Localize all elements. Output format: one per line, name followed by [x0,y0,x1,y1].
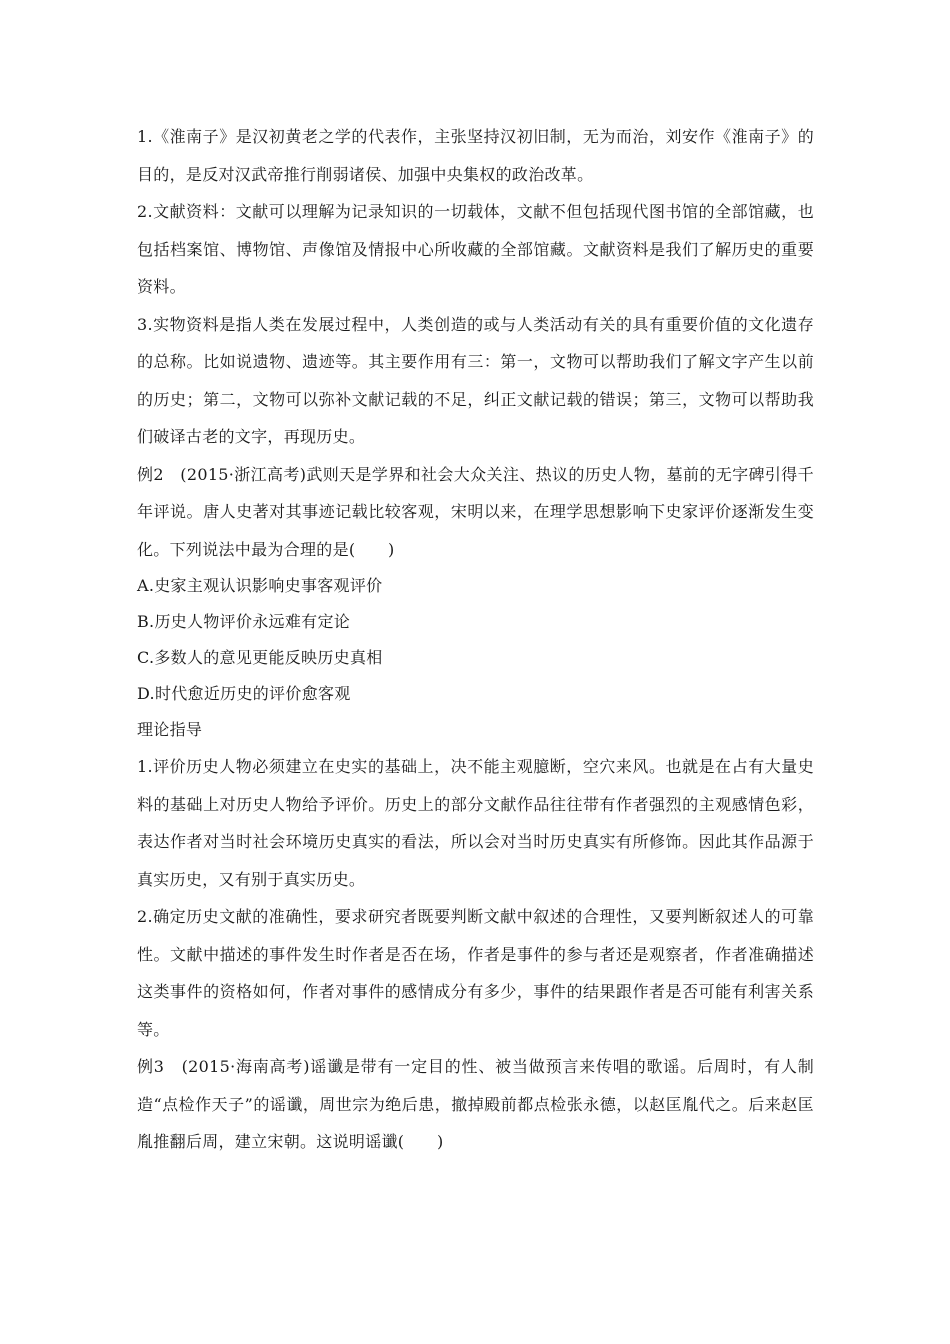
option-c: C.多数人的意见更能反映历史真相 [137,648,383,667]
paragraph-artifacts: 3.实物资料是指人类在发展过程中，人类创造的或与人类活动有关的具有重要价值的文化遗存的总称。比如说遗物、遗迹等。其主要作用有三：第一，文物可以帮助我们了解文字产生以前的历史；第二，文物可以弥补文献记载的不足，纠正文献记载的错误；第三，文物可以帮助我们破译古老的文字，再现历史。 [137,314,814,446]
theory-point-2: 2.确定历史文献的准确性，要求研究者既要判断文献中叙述的合理性，又要判断叙述人的可靠性。文献中描述的事件发生时作者是否在场，作者是事件的参与者还是观察者，作者准确描述这类事件的资格如何，作者对事件的感情成分有多少，事件的结果跟作者是否可能有利害关系等。 [137,907,814,1039]
section-heading-theory: 理论指导 [137,720,203,739]
theory-point-1: 1.评价历史人物必须建立在史实的基础上，决不能主观臆断，空穴来风。也就是在占有大量史料的基础上对历史人物给予评价。历史上的部分文献作品往往带有作者强烈的主观感情色彩，表达作者对当时社会环境历史真实的看法，所以会对当时历史真实有所修饰。因此其作品源于真实历史，又有别于真实历史。 [137,757,814,889]
option-b: B.历史人物评价永远难有定论 [137,612,351,631]
question-example-3: 例3 (2015·海南高考)谣谶是带有一定目的性、被当做预言来传唱的歌谣。后周时，有人制造“点检作天子”的谣谶，周世宗为绝后患，撤掉殿前都点检张永德，以赵匡胤代之。后来赵匡胤推翻后周，建立宋朝。这说明谣谶( ) [137,1057,814,1151]
document-body [137,118,814,1161]
question-example-2: 例2 (2015·浙江高考)武则天是学界和社会大众关注、热议的历史人物，墓前的无字碑引得千年评说。唐人史著对其事迹记载比较客观，宋明以来，在理学思想影响下史家评价逐渐发生变化。下列说法中最为合理的是( ) [137,464,814,559]
paragraph-documents: 2.文献资料：文献可以理解为记录知识的一切载体，文献不但包括现代图书馆的全部馆藏，也包括档案馆、博物馆、声像馆及情报中心所收藏的全部馆藏。文献资料是我们了解历史的重要资料。 [137,202,814,296]
paragraph-huainanzi: 1.《淮南子》是汉初黄老之学的代表作，主张坚持汉初旧制，无为而治，刘安作《淮南子》的目的，是反对汉武帝推行削弱诸侯、加强中央集权的政治改革。 [137,127,814,184]
option-a: A.史家主观认识影响史事客观评价 [137,576,383,595]
option-d: D.时代愈近历史的评价愈客观 [137,684,351,703]
